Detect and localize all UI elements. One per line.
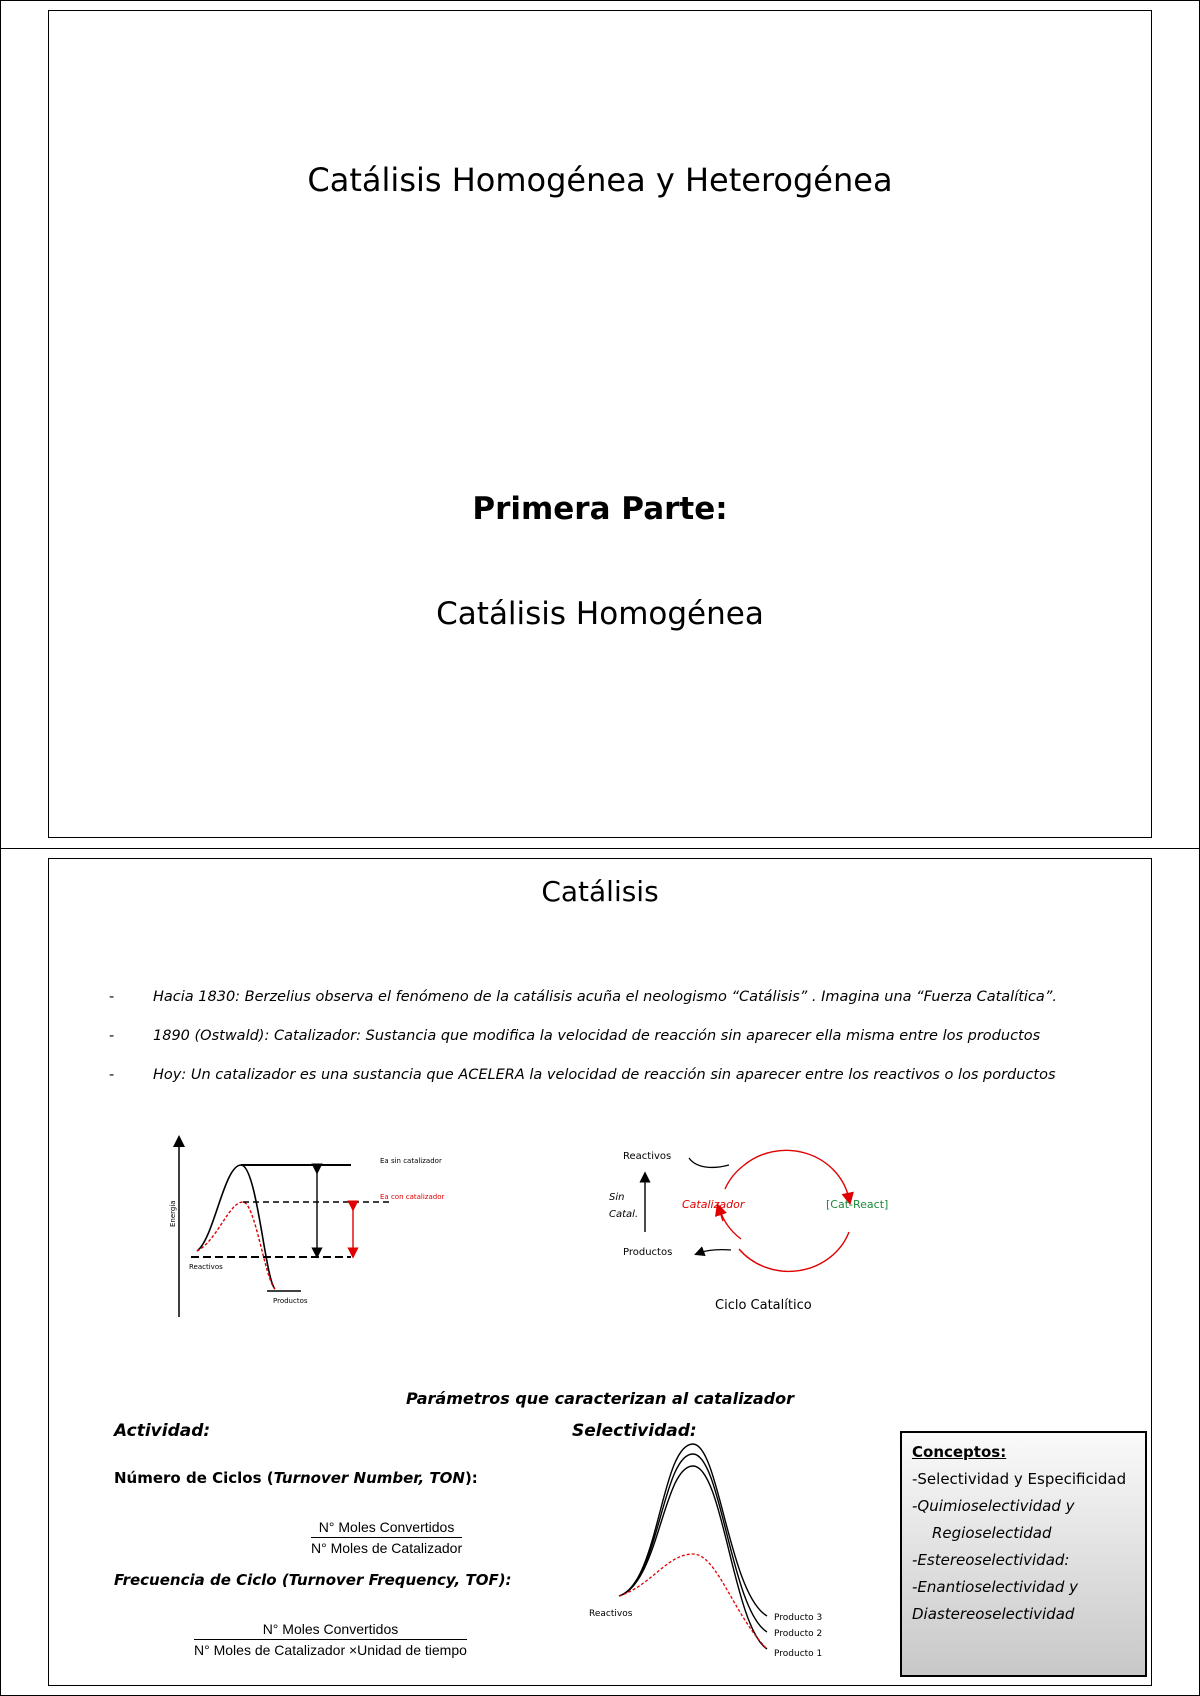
actividad-heading: Actividad: — [114, 1421, 211, 1441]
selectividad-heading: Selectividad: — [572, 1421, 697, 1441]
producto-3-curve — [619, 1444, 767, 1616]
catalyzed-selectivity-curve — [619, 1554, 767, 1649]
energy-diagram — [169, 1129, 509, 1329]
concept-line: Regioselectidad — [932, 1524, 1052, 1542]
bullet-item — [109, 989, 1129, 1005]
cycle-arc-bottom — [739, 1232, 849, 1271]
bullet-text: Hoy: Un catalizador es una sustancia que ACELERA la velocidad de reacción sin aparecer entre los reactivos o los porductos — [153, 1067, 1056, 1083]
concept-line: Diastereoselectividad — [912, 1605, 1075, 1623]
page-separator — [0, 848, 1200, 849]
parameters-title: Parámetros que caracterizan al catalizador — [406, 1389, 794, 1408]
bullet-text: 1890 (Ostwald): Catalizador: Sustancia que modifica la velocidad de reacción sin aparecer ella misma entre los productos — [153, 1028, 1041, 1044]
concept-line: -Quimioselectividad y — [912, 1497, 1075, 1515]
concept-line: -Estereoselectividad: — [912, 1551, 1070, 1569]
ton-numerator: N° Moles Convertidos — [311, 1519, 462, 1538]
slide-1-subtitle: Primera Parte: — [472, 491, 728, 527]
bullet-item — [109, 1028, 1129, 1044]
concept-line: -Enantioselectividad y — [912, 1578, 1078, 1596]
cycle-reactivos-label: Reactivos — [623, 1151, 672, 1162]
catalizador-label: Catalizador — [682, 1198, 745, 1211]
slide-1 — [48, 10, 1152, 838]
productos-exit-curve — [699, 1250, 731, 1253]
energy-axis-label: Energía — [169, 1200, 177, 1227]
concept-line: -Selectividad y Especificidad — [912, 1470, 1127, 1488]
tof-fraction — [194, 1621, 467, 1658]
producto-2-label: Producto 2 — [774, 1629, 823, 1639]
products-label: Productos — [273, 1297, 308, 1305]
tof-numerator: N° Moles Convertidos — [194, 1621, 467, 1640]
producto-1-curve — [619, 1466, 767, 1649]
reactants-label: Reactivos — [189, 1263, 223, 1271]
slide-1-subtitle-2: Catálisis Homogénea — [436, 596, 764, 632]
sin-catal-label-2: Catal. — [609, 1209, 639, 1220]
bullet-dash: - — [109, 1028, 115, 1044]
producto-3-label: Producto 3 — [774, 1613, 823, 1623]
bullet-list — [109, 989, 1129, 1106]
bullet-item — [109, 1067, 1129, 1083]
producto-1-label: Producto 1 — [774, 1649, 823, 1659]
cycle-arc-top-right — [743, 1150, 849, 1199]
ea-con-label: Ea con catalizador — [380, 1193, 445, 1201]
tof-label: Frecuencia de Ciclo (Turnover Frequency, TOF): — [114, 1571, 512, 1589]
bullet-text: Hacia 1830: Berzelius observa el fenómeno de la catálisis acuña el neologismo “Catálisis” . Imagina una “Fuerza Catalítica”. — [153, 989, 1057, 1005]
cat-react-label: [Cat-React] — [826, 1198, 889, 1211]
sin-catal-label-1: Sin — [609, 1192, 625, 1203]
catalytic-cycle-diagram — [589, 1129, 929, 1329]
concepts-box — [900, 1431, 1147, 1677]
ton-denominator: N° Moles de Catalizador — [311, 1540, 463, 1556]
bullet-dash: - — [109, 989, 115, 1005]
cycle-arc-left-upper — [725, 1166, 743, 1189]
selectivity-reactivos-label: Reactivos — [589, 1609, 633, 1619]
concepts-title: Conceptos: — [912, 1443, 1007, 1461]
cycle-caption: Ciclo Catalítico — [715, 1298, 812, 1313]
cycle-productos-label: Productos — [623, 1247, 673, 1258]
cycle-arc-left-lower — [719, 1207, 741, 1239]
tof-denominator: N° Moles de Catalizador ×Unidad de tiempo — [194, 1642, 467, 1658]
slide-1-title: Catálisis Homogénea y Heterogénea — [307, 161, 893, 199]
producto-2-curve — [619, 1454, 767, 1632]
slide-2-title: Catálisis — [541, 875, 659, 908]
slide-2 — [48, 858, 1152, 1686]
bullet-dash: - — [109, 1067, 115, 1083]
ton-label: Número de Ciclos (Turnover Number, TON): — [114, 1469, 478, 1487]
ton-fraction — [311, 1519, 462, 1556]
reactivos-entry-curve — [689, 1158, 729, 1167]
ea-sin-label: Ea sin catalizador — [380, 1157, 442, 1165]
selectivity-diagram — [589, 1434, 899, 1686]
